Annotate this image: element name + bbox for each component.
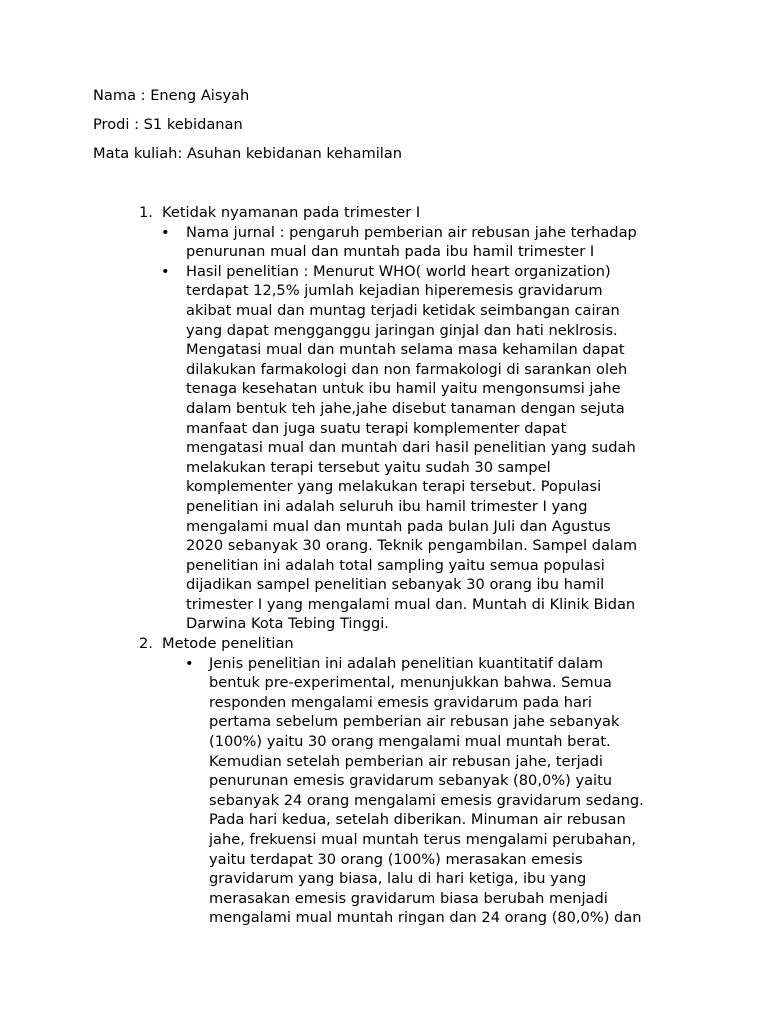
bullet-text: Hasil penelitian : Menurut WHO( world heart organization) terdapat 12,5% jumlah kejadian hiperemesis gravidarum akibat mual dan muntag terjadi ketidak seimbangan cairan yang dapat mengganggu jaringan ginjal dan hati neklrosis. Mengatasi mual dan muntah selama masa kehamilan dapat dilakukan farmakologi dan non farmakologi di sarankan oleh tenaga kesehatan untuk ibu hamil yaitu mengonsumsi jahe dalam bentuk teh jahe,jahe disebut tanaman dengan sejuta manfaat dan juga suatu terapi komplementer dapat mengatasi mual dan muntah dari hasil penelitian yang sudah melakukan terapi tersebut yaitu sudah 30 sampel komplementer yang melakukan terapi tersebut. Populasi penelitian ini adalah seluruh ibu hamil trimester I yang mengalami mual dan muntah pada bulan Juli dan Agustus 2020 sebanyak 30 orang. Teknik pengambilan. Sampel dalam penelitian ini adalah total sampling yaitu semua populasi dijadikan sampel penelitian sebanyak 30 orang ibu hamil trimester I yang mengalami mual dan. Muntah di Klinik Bidan Darwina Kota Tebing Tinggi. [186, 262, 638, 633]
section-1-title: Ketidak nyamanan pada trimester I [162, 204, 421, 221]
section-1-bullets [139, 223, 679, 634]
section-2-title: Metode penelitian [162, 635, 294, 652]
bullet-journal-name [139, 223, 679, 262]
bullet-icon: • [185, 654, 194, 672]
section-2-bullets [139, 654, 679, 928]
bullet-text: Nama jurnal : pengaruh pemberian air rebusan jahe terhadap penurunan mual dan muntah pada ibu hamil trimester I [186, 223, 637, 261]
study-program: Prodi : S1 kebidanan [93, 116, 243, 133]
section-1-number: 1. [139, 204, 153, 221]
bullet-research-method [139, 654, 679, 928]
student-name: Nama : Eneng Aisyah [93, 87, 250, 104]
bullet-text: Jenis penelitian ini adalah penelitian kuantitatif dalam bentuk pre-experimental, menunjukkan bahwa. Semua responden mengalami emesis gravidarum pada hari pertama sebelum pemberian air rebusan jahe sebanyak (100%) yaitu 30 orang mengalami mual muntah berat. Kemudian setelah pemberian air rebusan jahe, terjadi penurunan emesis gravidarum sebanyak (80,0%) yaitu sebanyak 24 orang mengalami emesis gravidarum sedang. Pada hari kedua, setelah diberikan. Minuman air rebusan jahe, frekuensi mual muntah terus mengalami perubahan, yaitu terdapat 30 orang (100%) merasakan emesis gravidarum yang biasa, lalu di hari ketiga, ibu yang merasakan emesis gravidarum biasa berubah menjadi mengalami mual muntah ringan dan 24 orang (80,0%) dan [209, 654, 644, 927]
section-2-number: 2. [139, 635, 153, 652]
bullet-icon: • [161, 223, 170, 241]
bullet-icon: • [161, 262, 170, 280]
bullet-research-results [139, 262, 679, 634]
course-name: Mata kuliah: Asuhan kebidanan kehamilan [93, 145, 402, 162]
